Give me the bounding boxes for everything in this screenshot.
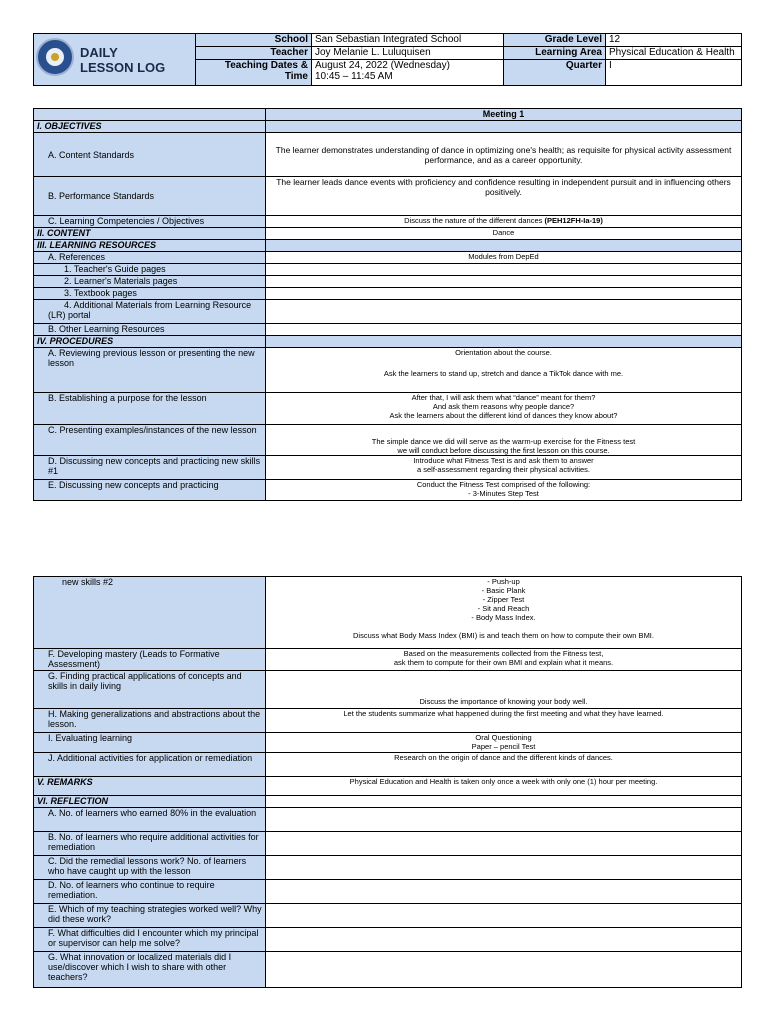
proc-f-label: F. Developing mastery (Leads to Formative Assessment) [34,649,266,671]
reflection-f: F. What difficulties did I encounter which my principal or supervisor can help me solve? [34,928,266,952]
deped-seal-icon [36,38,74,76]
proc-a-value [266,348,742,393]
competency-code: (PEH12FH-Ia-19) [544,216,603,225]
teacher-label: Teacher [196,47,312,60]
reflection-g: G. What innovation or localized materials did I use/discover which I wish to share with other teachers? [34,952,266,988]
proc-a-label: A. Reviewing previous lesson or presenting the new lesson [34,348,266,393]
reflection-a: A. No. of learners who earned 80% in the evaluation [34,808,266,832]
grade-label: Grade Level [504,34,606,47]
title-line2: LESSON LOG [80,59,166,75]
competencies-value [266,216,742,228]
performance-standards-value: The learner leads dance events with proficiency and confidence resulting in independent pursuit and in influencing others positively. [266,177,742,216]
fitness-item: - Zipper Test [482,595,525,604]
proc-b-value [266,393,742,425]
proc-c-line2: we will conduct before discussing the first lesson on this course. [397,446,610,455]
resources-heading: III. LEARNING RESOURCES [34,240,266,252]
quarter-label: Quarter [504,60,606,86]
grade-value: 12 [606,34,742,47]
area-value: Physical Education & Health [606,47,742,60]
bmi-discussion: Discuss what Body Mass Index (BMI) is and teach them on how to compute their own BMI. [353,631,654,640]
proc-e-label: E. Discussing new concepts and practicing [34,480,266,501]
procedures-heading: IV. PROCEDURES [34,336,266,348]
lesson-table-part2 [33,576,742,988]
textbook-label: 3. Textbook pages [34,288,266,300]
reflection-e: E. Which of my teaching strategies worked well? Why did these work? [34,904,266,928]
proc-i-label: I. Evaluating learning [34,733,266,753]
lr-portal-label: 4. Additional Materials from Learning Resource (LR) portal [34,300,266,324]
competencies-label: C. Learning Competencies / Objectives [34,216,266,228]
proc-i-line1: Oral Questioning [475,733,532,742]
dates-value [312,60,504,86]
meeting-header: Meeting 1 [266,109,742,121]
reflection-b: B. No. of learners who require additional activities for remediation [34,832,266,856]
performance-standards-label: B. Performance Standards [34,177,266,216]
lesson-table-part1 [33,108,742,501]
content-value: Dance [266,228,742,240]
proc-b-line3: Ask the learners about the different kind of dances they know about? [389,411,618,420]
proc-i-value [266,733,742,753]
proc-e-line2: - 3-Minutes Step Test [468,489,539,498]
proc-e-value [266,480,742,501]
dates-label-line1: Teaching Dates & [224,60,308,71]
proc-e-cont-value [266,577,742,649]
area-label: Learning Area [504,47,606,60]
teaching-time: 10:45 – 11:45 AM [315,71,393,82]
other-resources-label: B. Other Learning Resources [34,324,266,336]
title-line1: DAILY [80,44,118,60]
dates-label-line2: Time [284,71,308,82]
header-table [33,33,742,86]
proc-f-line1: Based on the measurements collected from the Fitness test, [403,649,604,658]
reflection-d: D. No. of learners who continue to require remediation. [34,880,266,904]
references-label: A. References [34,252,266,264]
proc-c-value [266,425,742,456]
teaching-date: August 24, 2022 (Wednesday) [315,60,450,71]
references-value: Modules from DepEd [266,252,742,264]
proc-d-line2: a self-assessment regarding their physical activities. [417,465,590,474]
remarks-heading: V. REMARKS [34,777,266,796]
proc-j-label: J. Additional activities for application or remediation [34,753,266,777]
teacher-value: Joy Melanie L. Luluquisen [312,47,504,60]
proc-e-line1: Conduct the Fitness Test comprised of the following: [416,480,591,489]
learners-materials-label: 2. Learner's Materials pages [34,276,266,288]
proc-d-value [266,456,742,480]
quarter-value: I [606,60,742,86]
proc-h-value: Let the students summarize what happened during the first meeting and what they have learned. [266,709,742,733]
proc-i-line2: Paper – pencil Test [471,742,536,751]
proc-g-value: Discuss the importance of knowing your body well. [266,671,742,709]
school-value: San Sebastian Integrated School [312,34,504,47]
proc-c-line1: The simple dance we did will serve as the warm-up exercise for the Fitness test [371,437,636,446]
fitness-item: - Sit and Reach [477,604,530,613]
proc-d-line1: Introduce what Fitness Test is and ask them to answer [413,456,594,465]
dates-label [196,60,312,86]
fitness-item: - Basic Plank [481,586,526,595]
school-label: School [196,34,312,47]
competencies-text: Discuss the nature of the different dances [404,216,543,225]
reflection-c: C. Did the remedial lessons work? No. of learners who have caught up with the lesson [34,856,266,880]
proc-b-line2: And ask them reasons why people dance? [432,402,575,411]
reflection-heading: VI. REFLECTION [34,796,266,808]
objectives-heading: I. OBJECTIVES [34,121,266,133]
proc-b-line1: After that, I will ask them what “dance” meant for them? [411,393,596,402]
proc-g-label: G. Finding practical applications of concepts and skills in daily living [34,671,266,709]
proc-j-value: Research on the origin of dance and the different kinds of dances. [266,753,742,777]
proc-f-line2: ask them to compute for their own BMI and explain what it means. [393,658,614,667]
fitness-item: - Body Mass Index. [471,613,536,622]
content-heading: II. CONTENT [34,228,266,240]
proc-a-line1: Orientation about the course. [455,348,552,357]
proc-h-label: H. Making generalizations and abstractions about the lesson. [34,709,266,733]
proc-a-line2: Ask the learners to stand up, stretch and dance a TikTok dance with me. [383,369,624,378]
proc-e-cont-label: new skills #2 [34,577,266,649]
content-standards-label: A. Content Standards [34,133,266,177]
fitness-item: - Push-up [487,577,520,586]
proc-d-label: D. Discussing new concepts and practicing new skills #1 [34,456,266,480]
content-standards-value: The learner demonstrates understanding of dance in optimizing one's health; as requisite for physical activity assessment performance, and as a career opportunity. [266,133,742,177]
teachers-guide-label: 1. Teacher's Guide pages [34,264,266,276]
proc-f-value [266,649,742,671]
remarks-value: Physical Education and Health is taken only once a week with only one (1) hour per meeting. [266,777,742,796]
proc-c-label: C. Presenting examples/instances of the new lesson [34,425,266,456]
proc-b-label: B. Establishing a purpose for the lesson [34,393,266,425]
